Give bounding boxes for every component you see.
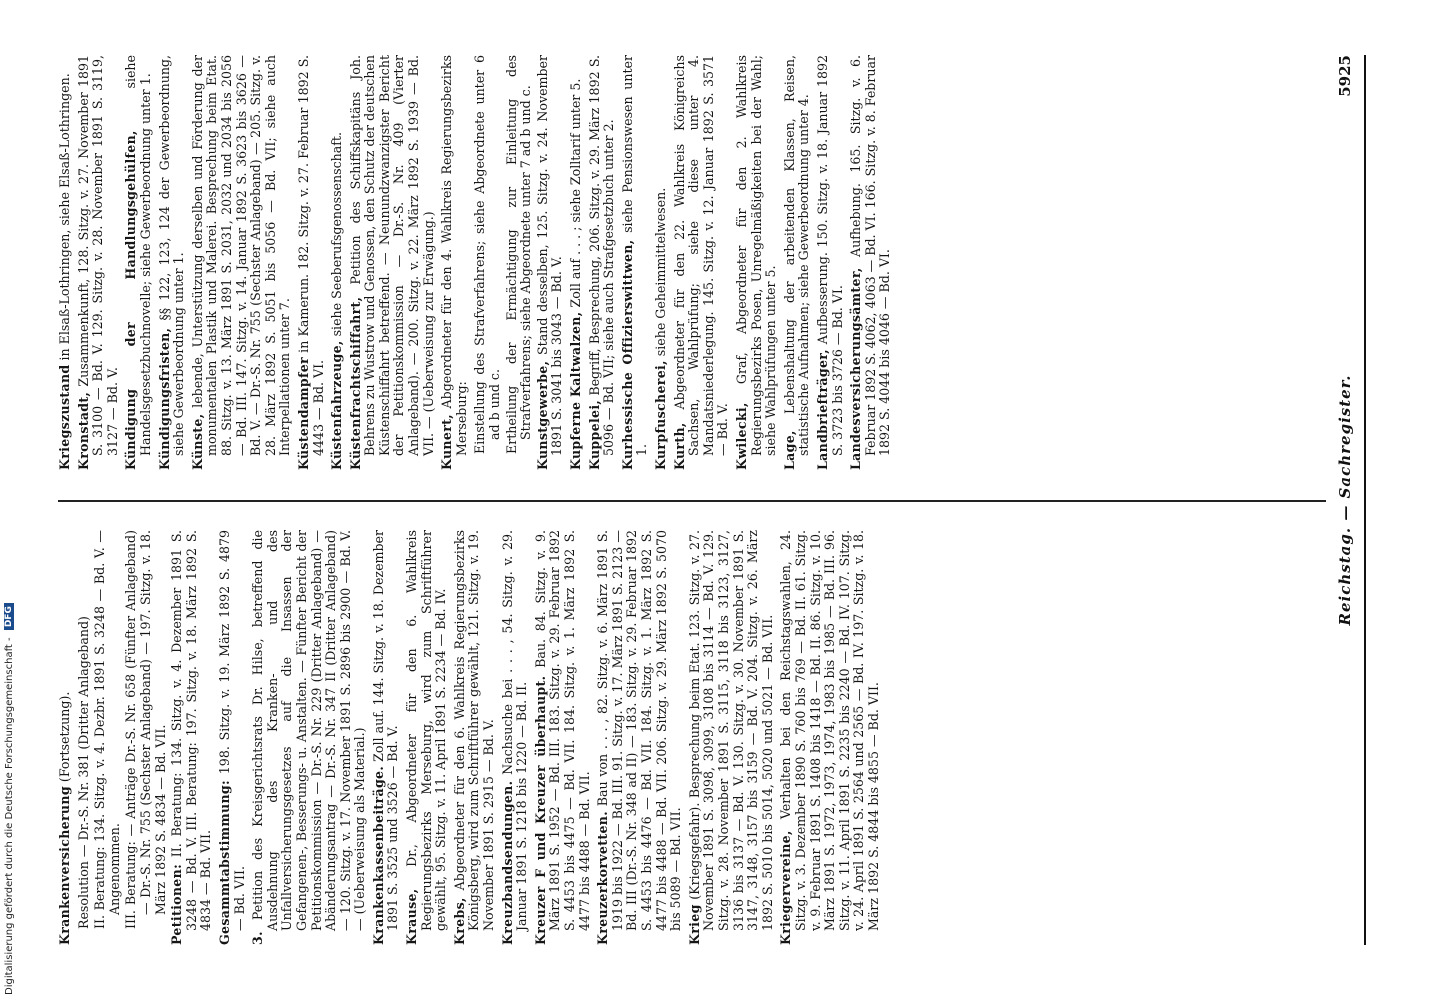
entry-text: siehe Seeberufsgenossenschaft.	[329, 132, 345, 341]
entry-text: §§ 122, 123, 124 der Gewerbeordnung, siehe Gewerbeordnung unter 1.	[156, 55, 187, 456]
entry-headword: Küstendampfer	[295, 357, 311, 470]
index-entry	[251, 530, 368, 945]
index-entry	[501, 530, 530, 945]
index-entry	[654, 55, 669, 470]
index-entry	[77, 530, 92, 945]
entry-text: lebende, Unterstützung derselben und Förderung der monumentalen Plastik und Malerei. Besprechung beim Etat. 88. Sitzg. v. 13. März 1891 S. 2031, 2032 und 2034 bis 2056 — Bd. III. 147. Sitzg. v. 14. Januar 1892 S. 3623 bis 3626 — Bd. V. — Dr.-S. Nr. 755 (Sechster Anlageband) — 205. Sitzg. v. 28. März 1892 S. 5051 bis 5056 — Bd. VII; siehe auch Interpellationen unter 7.	[189, 55, 293, 456]
index-entry	[440, 55, 469, 470]
entry-headword: Kreuzbandsendungen.	[499, 780, 515, 945]
index-entry	[58, 530, 73, 945]
entry-headword: Küstenfrachtschiffahrt,	[347, 296, 363, 470]
entry-text: III. Beratung: — Anträge Dr.-S. Nr. 658 (Fünfter Anlageband) — Dr.-S. Nr. 755 (Sechster Anlageband) — 197. Sitzg. v. 18. März 1892 S. 4834 — Bd. VII.	[123, 530, 168, 929]
entry-headword: Kreuzer F und Kreuzer überhaupt.	[532, 675, 548, 945]
index-entry	[349, 55, 437, 470]
entry-headword: Kwilecki,	[733, 402, 749, 470]
entry-headword: Landesversicherungsämter,	[848, 267, 864, 470]
entry-text: Zusammenkunft, 128. Sitzg. v. 27. November 1891 S. 3100 — Bd. V. 129. Sitzg. v. 28. November 1891 S. 3119, 3127 — Bd. V.	[75, 55, 120, 456]
entry-text: Abgeordneter für den 4. Wahlkreis Regierungsbezirks Merseburg:	[439, 55, 469, 456]
index-entry	[688, 530, 776, 945]
page-number: 5925	[1336, 55, 1354, 97]
index-entry	[191, 55, 293, 470]
entry-headword: 3.	[250, 931, 266, 945]
entry-headword: Kunstgewerbe,	[534, 360, 550, 470]
entry-headword: Petitionen:	[169, 863, 185, 945]
entry-text: Nachsuche bei . . . , 54. Sitzg. v. 29. Januar 1891 S. 1218 bis 1220 — Bd. II.	[499, 530, 530, 931]
entry-text: Ertheilung der Ermächtigung zur Einleitung des Strafverfahrens; siehe Abgeordnete unter 7 ad b und c.	[503, 55, 534, 454]
entry-text: Bau. 84. Sitzg. v. 9. März 1891 S. 1952 — Bd. III. 183. Sitzg. v. 29. Februar 1892 S. 4453 bis 4475 — Bd. VII. 184. Sitzg. v. 1. März 1892 S. 4477 bis 4488 — Bd. VII.	[532, 529, 592, 931]
entry-text: Abgeordneter für den 22. Wahlkreis Königreichs Sachsen, Wahlprüfung; siehe diese unter 4. Mandatsniederlegung. 145. Sitzg. v. 12. Januar 1892 S. 3571 — Bd. V.	[671, 55, 731, 456]
column-divider	[58, 500, 1326, 502]
entry-headword: Krankenkassenbeiträge.	[370, 765, 386, 945]
entry-text: Aufbesserung. 150. Sitzg. v. 18. Januar 1892 S. 3723 bis 3726 — Bd. VI.	[814, 55, 845, 456]
entry-headword: Krieg	[686, 904, 702, 945]
index-entry	[621, 55, 650, 470]
index-entry	[405, 530, 449, 945]
index-entry	[372, 530, 401, 945]
entry-text: Aufhebung. 165. Sitzg. v. 6. Februar 1892 S. 4062, 4063 — Bd. VI. 166. Sitzg. v. 8. Februar 1892 S. 4044 bis 4046 — Bd. VI.	[848, 55, 893, 456]
entry-headword: Kündigungsfristen,	[156, 327, 172, 470]
entry-headword: Kupferne Kaltwalzen,	[568, 311, 583, 470]
entry-text: siehe Handelsgesetzbuchnovelle; siehe Gewerbeordnung unter 1.	[123, 54, 153, 456]
entry-text: (Kriegsgefahr). Besprechung beim Etat. 123. Sitzg. v. 27. November 1891 S. 3098, 3099, 3108 bis 3114 — Bd. V. 129. Sitzg. v. 28. November 1891 S. 3115, 3118 bis 3123, 3127, 3136 bis 3137 — Bd. V. 130. Sitzg. v. 30. November 1891 S. 3147, 3148, 3157 bis 3159 — Bd. V. 204. Sitzg. v. 26. März 1892 S. 5010 bis 5014, 5020 und 5021 — Bd. VII.	[686, 530, 775, 931]
index-entry	[158, 55, 187, 470]
entry-text: siehe Geheimmittelwesen.	[652, 187, 668, 361]
entry-headword: Kurhessische Offizierswittwen,	[619, 239, 635, 470]
index-entry	[218, 530, 247, 945]
entry-text: Einstellung des Strafverfahrens; siehe Abgeordnete unter 6 ad b und c.	[472, 55, 503, 454]
index-entry	[596, 530, 684, 945]
index-entry	[58, 55, 73, 470]
entry-text: Petition des Schiffskapitäns Joh. Behrens zu Wustrow und Genossen, den Schutz der deutschen Küstenschiffahrt betreffend. — Neunundzwanzigster Bericht der Petitionskommission — Dr.-S. Nr. 409 (Vierter Anlageband). — 200. Sitzg. v. 22. März 1892 S. 1939 — Bd. VII. — (Ueberweisung zur Erwägung.)	[347, 55, 436, 456]
right-column	[58, 55, 1318, 470]
entry-headword: Kunert,	[439, 414, 455, 470]
entry-headword: Kronstadt,	[75, 391, 91, 470]
index-entry	[783, 55, 812, 470]
entry-text: Abgeordneter für den 6. Wahlkreis Regierungsbezirks Königsberg, wird zum Schriftführer gewählt, 121. Sitzg. v. 19. November 1891 S. 2915 — Bd. V.	[451, 530, 497, 931]
entry-text: Zoll auf . . . ; siehe Zolltarif unter 5.	[568, 78, 583, 312]
entry-text: Petition des Kreisgerichtsrats Dr. Hilse, betreffend die Ausdehnung des Kranken- und des Unfallversicherungsgesetzes auf die Insassen der Gefangenen-, Besserungs- u. Anstalten. — Fünfter Bericht der Petitionskommission — Dr.-S. Nr. 229 (Dritter Anlageband) — Abänderungsantrag — Dr.-S. Nr. 347 II (Dritter Anlageband) — 120. Sitzg. v. 17. November 1891 S. 2896 bis 2900 — Bd. V. — (Ueberweisung als Material.)	[250, 530, 368, 932]
index-entry	[93, 530, 122, 945]
entry-headword: Kriegszustand	[57, 364, 72, 470]
entry-text: in Elsaß-Lothringen, siehe Elsaß-Lothringen.	[57, 73, 72, 365]
entry-text: Bau von . . . , 82. Sitzg. v. 6. März 1891 S. 1919 bis 1922 — Bd. III. 91. Sitzg. v. 17. März 1891 S. 2123 — Bd. III (Dr.-S. Nr. 348 ad II) — 183. Sitzg. v. 29. Februar 1892 S. 4453 bis 4476 — Bd. VII. 184. Sitzg. v. 1. März 1892 S. 4477 bis 4488 — Bd. VII. 206. Sitzg. v. 29. März 1892 S. 5070 bis 5089 — Bd. VII.	[595, 530, 684, 931]
entry-text: Dr., Abgeordneter für den 6. Wahlkreis Regierungsbezirks Merseburg, wird zum Schriftführer gewählt, 95. Sitzg. v. 11. April 1891 S. 2234 — Bd. IV.	[404, 530, 449, 931]
entry-text: in Kamerun. 182. Sitzg. v. 27. Februar 1892 S. 4443 — Bd. VI.	[295, 55, 326, 456]
entry-headword: Krebs,	[451, 897, 467, 945]
index-entry	[170, 530, 214, 945]
entry-headword: Künste,	[189, 413, 205, 470]
entry-headword: Kurpfuscherei,	[652, 360, 668, 470]
entry-text: (Fortsetzung).	[57, 691, 72, 787]
entry-text: II. Beratung: 134. Sitzg. v. 4. Dezbr. 1891 S. 3248 — Bd. V. — Angenommen.	[92, 530, 122, 929]
footer-text: Digitalisierung gefördert durch die Deutsche Forschungsgemeinschaft -	[4, 637, 15, 995]
index-entry	[673, 55, 731, 470]
index-entry	[330, 55, 345, 470]
entry-headword: Lage,	[781, 430, 797, 470]
entry-headword: Kurth,	[671, 422, 687, 470]
entry-text: Begriff, Besprechung, 206. Sitzg. v. 29. März 1892 S. 5096 — Bd. VII; siehe auch Strafgesetzbuch unter 2.	[586, 55, 617, 456]
entry-headword: Kriegervereine,	[778, 830, 794, 945]
entry-text: Resolution — Dr.-S. Nr. 381 (Dritter Anlageband)	[75, 616, 91, 929]
entry-headword: Krankenversicherung	[57, 786, 72, 945]
entry-text: Graf, Abgeordneter für den 2. Wahlkreis Regierungsbezirks Posen, Unregelmäßigkeiten bei der Wahl; siehe Wahlprüfungen unter 5.	[733, 55, 779, 456]
entry-text: Lebenshaltung der arbeitenden Klassen, Reisen, statistische Aufnahmen; siehe Gewerbeordnung unter 4.	[781, 55, 812, 456]
index-entry	[816, 55, 845, 470]
index-entry	[505, 55, 534, 470]
index-entry	[124, 530, 168, 945]
page-header	[1330, 55, 1366, 945]
index-entry	[536, 55, 565, 470]
entry-headword: Gesammtabstimmung:	[216, 780, 232, 945]
entry-headword: Kündigung der Handlungsgehülfen,	[123, 130, 139, 470]
entry-headword: Kreuzerkorvetten.	[595, 811, 611, 945]
entry-text: Stand desselben, 125. Sitzg. v. 24. November 1891 S. 3041 bis 3043 — Bd. V.	[534, 55, 565, 456]
index-entry	[124, 55, 153, 470]
index-entry	[569, 55, 584, 470]
index-entry	[588, 55, 617, 470]
entry-text: siehe Pensionswesen unter 1.	[619, 55, 650, 456]
index-entry	[453, 530, 497, 945]
digitization-footer	[4, 603, 15, 995]
index-entry	[735, 55, 779, 470]
index-entry	[297, 55, 326, 470]
entry-headword: Küstenfahrzeuge,	[329, 340, 345, 470]
entry-text: Verhalten bei den Reichstagswahlen, 24. Sitzg. v. 3. Dezember 1890 S. 760 bis 769 — Bd. II. 61. Sitzg. v. 9. Februar 1891 S. 1408 bis 1418 — Bd. II. 86. Sitzg. v. 10. März 1891 S. 1972, 1973, 1974, 1983 bis 1985 — Bd. III. 96. Sitzg. v. 11. April 1891 S. 2235 bis 2240 — Bd. IV. 107. Sitzg. v. 24. April 1891 S. 2564 und 2565 — Bd. IV. 197. Sitzg. v. 18. März 1892 S. 4844 bis 4855 — Bd. VII.	[778, 530, 881, 931]
entry-headword: Krause,	[404, 888, 420, 945]
entry-text: 198. Sitzg. v. 19. März 1892 S. 4879 — Bd. VII.	[216, 530, 247, 931]
entry-text: II. Beratung: 134. Sitzg. v. 4. Dezember 1891 S. 3248 — Bd. V. III. Beratung: 197. Sitzg. v. 18. März 1892 S. 4834 — Bd. VII.	[169, 530, 214, 931]
index-entry	[534, 530, 592, 945]
index-entry	[77, 55, 121, 470]
dfg-logo: DFG	[4, 603, 14, 630]
entry-headword: Kuppelei,	[586, 399, 602, 470]
header-title: Reichstag. — Sachregister.	[1336, 374, 1354, 626]
left-column	[58, 530, 1318, 945]
index-entry	[849, 55, 893, 470]
entry-headword: Landbriefträger,	[814, 349, 830, 470]
index-entry	[779, 530, 881, 945]
index-entry	[473, 55, 502, 470]
entry-text: Zoll auf. 144. Sitzg. v. 18. Dezember 1891 S. 3525 und 3526 — Bd. V.	[370, 530, 401, 931]
